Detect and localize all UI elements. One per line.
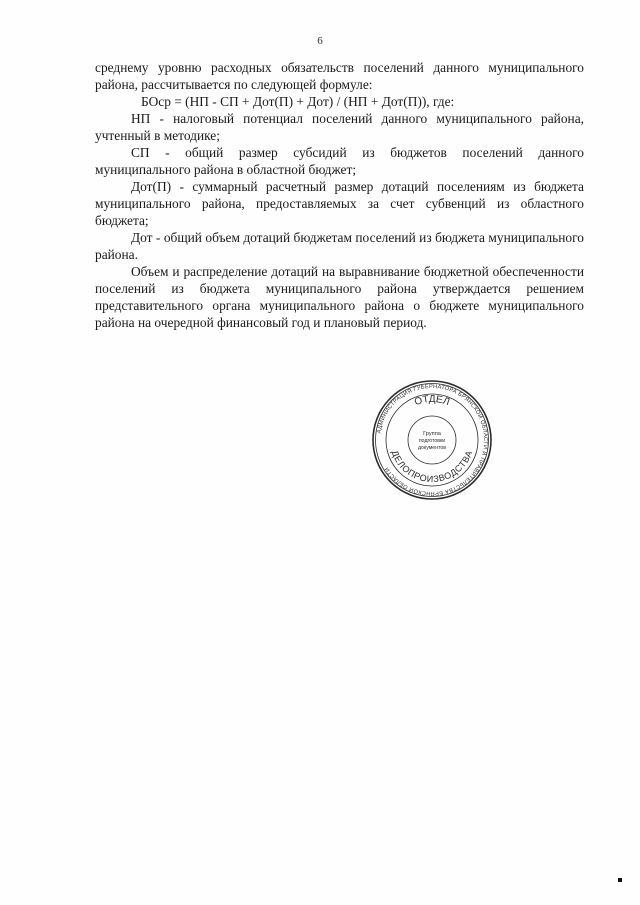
document-body — [95, 59, 584, 331]
stamp-bottom-text: ДЕЛОПРОИЗВОДСТВА — [389, 448, 475, 485]
closing-paragraph: Объем и распределение дотаций на выравнивание бюджетной обеспеченности поселений из бюджета муниципального района утверждается решением представительного органа муниципального района о бюджете муниципального района на очередной финансовый год и плановый период. — [95, 264, 584, 330]
intro-paragraph: среднему уровню расходных обязательств поселений данного муниципального района, рассчитывается по следующей формуле: — [95, 60, 584, 92]
stamp-center-line-3: документов — [417, 445, 447, 451]
definition-dot: Дот - общий объем дотаций бюджетам поселений из бюджета муниципального района. — [95, 230, 584, 262]
stamp-center-line-1: Группа — [423, 431, 441, 437]
page-number: 6 — [317, 35, 323, 47]
definition-dotp: Дот(П) - суммарный расчетный размер дотаций поселениям из бюджета муниципального района, предоставляемых за счет субвенций из областного бюджета; — [95, 179, 584, 228]
office-stamp — [371, 379, 493, 501]
definition-sp: СП - общий размер субсидий из бюджетов поселений данного муниципального района в областной бюджет; — [95, 145, 584, 177]
definition-np: НП - налоговый потенциал поселений данного муниципального района, учтенный в методике; — [95, 111, 584, 143]
scan-mark — [618, 878, 622, 882]
stamp-top-text: ОТДЕЛ — [413, 393, 451, 409]
stamp-outer-text: АДМИНИСТРАЦИЯ ГУБЕРНАТОРА БРЯНСКОЙ ОБЛАСТИ И ПРАВИТЕЛЬСТВА БРЯНСКОЙ ОБЛАСТИ — [376, 383, 489, 497]
formula: БОср = (НП - СП + Дот(П) + Дот) / (НП + Дот(П)), где: — [141, 94, 455, 109]
stamp-center-line-2: подготовки — [418, 438, 446, 444]
